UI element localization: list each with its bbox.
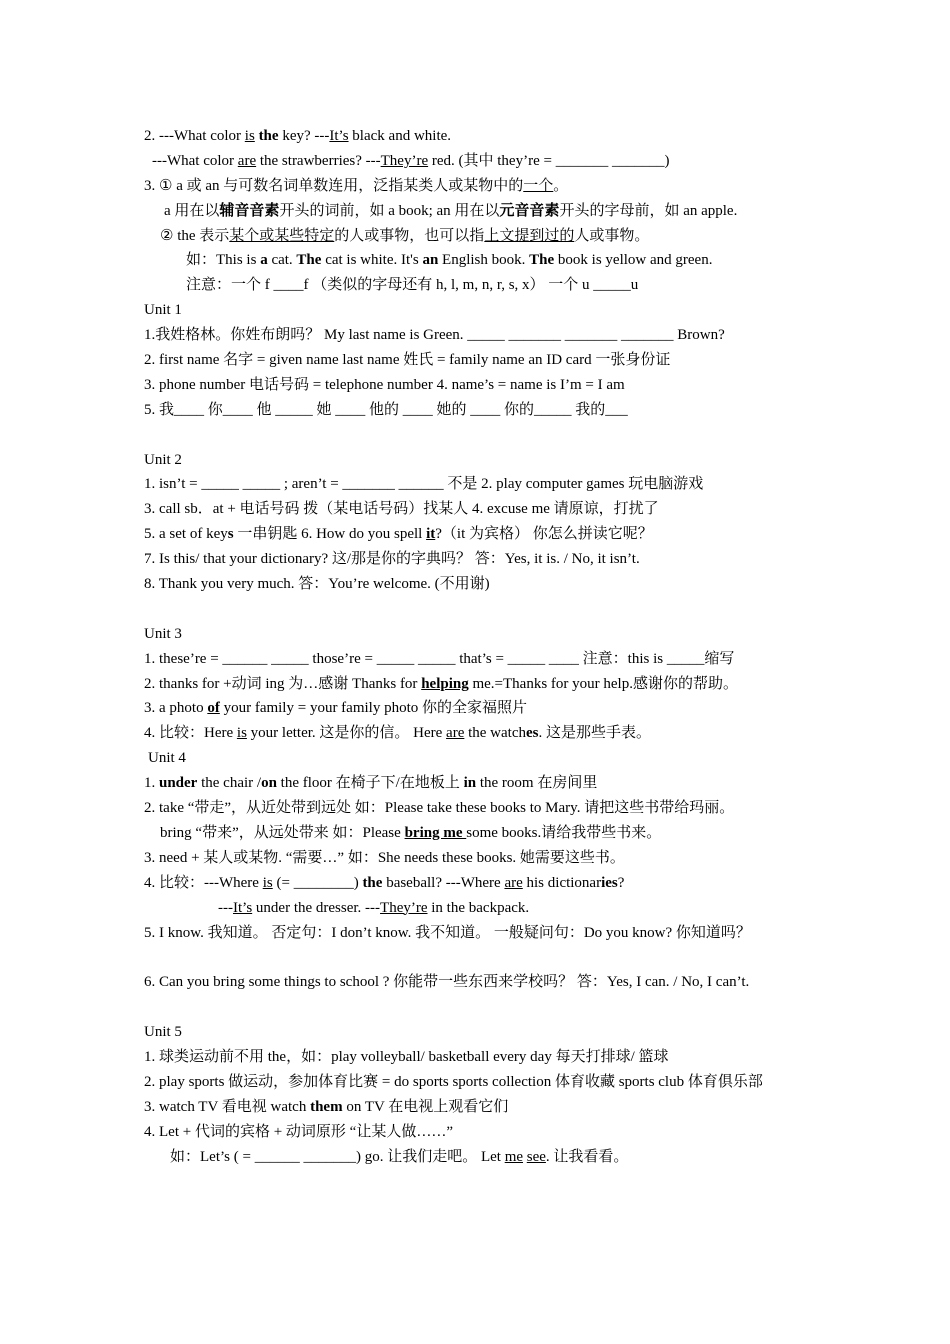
unit-heading: Unit 4: [148, 750, 186, 767]
doc-line: 5. I know. 我知道。 否定句：I don’t know. 我不知道。 一般疑问句：Do you know? 你知道吗？: [144, 924, 751, 941]
doc-line: 1. these’re = ______ _____ those’re = _____ _____ that’s = _____ ____ 注意：this is _____缩写: [144, 650, 735, 667]
doc-line: ---What color are the strawberries? ---They’re red. (其中 they’re = _______ _______): [152, 152, 670, 169]
doc-line: 8. Thank you very much. 答：You’re welcome. (不用谢): [144, 576, 490, 593]
unit-heading: Unit 1: [144, 302, 182, 319]
doc-line: 3. watch TV 看电视 watch them on TV 在电视上观看它们: [144, 1098, 509, 1115]
doc-line: 3. a photo of your family = your family photo 你的全家福照片: [144, 700, 528, 717]
doc-line: 2. ---What color is the key? ---It’s black and white.: [144, 128, 452, 144]
doc-line: 3. ① a 或 an 与可数名词单数连用，泛指某类人或某物中的一个。: [144, 177, 569, 194]
doc-line: 3. need + 某人或某物. “需要…” 如：She needs these books. 她需要这些书。: [144, 849, 625, 866]
doc-line: 2. thanks for +动词 ing 为…感谢 Thanks for helping me.=Thanks for your help.感谢你的帮助。: [144, 675, 738, 692]
doc-line: 1. 球类运动前不用 the，如：play volleyball/ basketball every day 每天打排球/ 篮球: [144, 1048, 669, 1065]
spacer: [144, 597, 824, 622]
unit-heading: Unit 3: [144, 625, 182, 642]
doc-line: 2. play sports 做运动，参加体育比赛 = do sports sports collection 体育收藏 sports club 体育俱乐部: [144, 1073, 763, 1090]
doc-line: 如：Let’s ( = ______ _______) go. 让我们走吧。 Let me see. 让我看看。: [170, 1148, 629, 1165]
doc-line: 3. call sb．at + 电话号码 拨（某电话号码）找某人 4. excuse me 请原谅，打扰了: [144, 501, 659, 518]
doc-line: ② the 表示某个或某些特定的人或事物，也可以指上文提到过的人或事物。: [160, 227, 650, 244]
spacer: [144, 945, 824, 970]
doc-line: 4. 比较：---Where is (= ________) the baseball? ---Where are his dictionaries?: [144, 874, 625, 891]
doc-line: 7. Is this/ that your dictionary? 这/那是你的字典吗？ 答：Yes, it is. / No, it isn’t.: [144, 551, 640, 568]
doc-line: 2. take “带走”，从近处带到远处 如：Please take these books to Mary. 请把这些书带给玛丽。: [144, 800, 735, 817]
unit-heading: Unit 2: [144, 451, 182, 468]
doc-line: 3. phone number 电话号码 = telephone number 4. name’s = name is I’m = I am: [144, 376, 625, 393]
spacer: [144, 995, 824, 1020]
document-page: [144, 124, 824, 1169]
doc-line: 1. isn’t = _____ _____ ; aren’t = _______ ______ 不是 2. play computer games 玩电脑游戏: [144, 476, 704, 493]
doc-line: 2. first name 名字 = given name last name 姓氏 = family name an ID card 一张身份证: [144, 352, 671, 369]
doc-line: 1.我姓格林。你姓布朗吗？ My last name is Green. _____ _______ _______ _______ Brown?: [144, 327, 725, 344]
doc-line: 注意：一个 f ____f （类似的字母还有 h, l, m, n, r, s, x） 一个 u _____u: [186, 277, 639, 294]
doc-line: bring “带来”，从远处带来 如：Please bring me some books.请给我带些书来。: [160, 824, 662, 841]
doc-line: 如：This is a cat. The cat is white. It's an English book. The book is yellow and green.: [186, 252, 713, 269]
doc-line: 4. Let + 代词的宾格 + 动词原形 “让某人做……”: [144, 1123, 453, 1140]
doc-line: ---It’s under the dresser. ---They’re in the backpack.: [218, 899, 530, 916]
spacer: [144, 423, 824, 448]
doc-line: a 用在以辅音音素开头的词前，如 a book; an 用在以元音音素开头的字母前，如 an apple.: [164, 202, 738, 219]
doc-line: 6. Can you bring some things to school ? 你能带一些东西来学校吗？ 答：Yes, I can. / No, I can’t.: [144, 974, 750, 991]
doc-line: 1. under the chair /on the floor 在椅子下/在地板上 in the room 在房间里: [144, 775, 598, 792]
doc-line: 5. a set of keys 一串钥匙 6. How do you spell it?（it 为宾格） 你怎么拼读它呢？: [144, 526, 653, 543]
doc-line: 5. 我____ 你____ 他 _____ 她 ____ 他的 ____ 她的 ____ 你的_____ 我的___: [144, 401, 628, 418]
doc-line: 4. 比较：Here is your letter. 这是你的信。 Here are the watches. 这是那些手表。: [144, 725, 652, 742]
unit-heading: Unit 5: [144, 1024, 182, 1041]
